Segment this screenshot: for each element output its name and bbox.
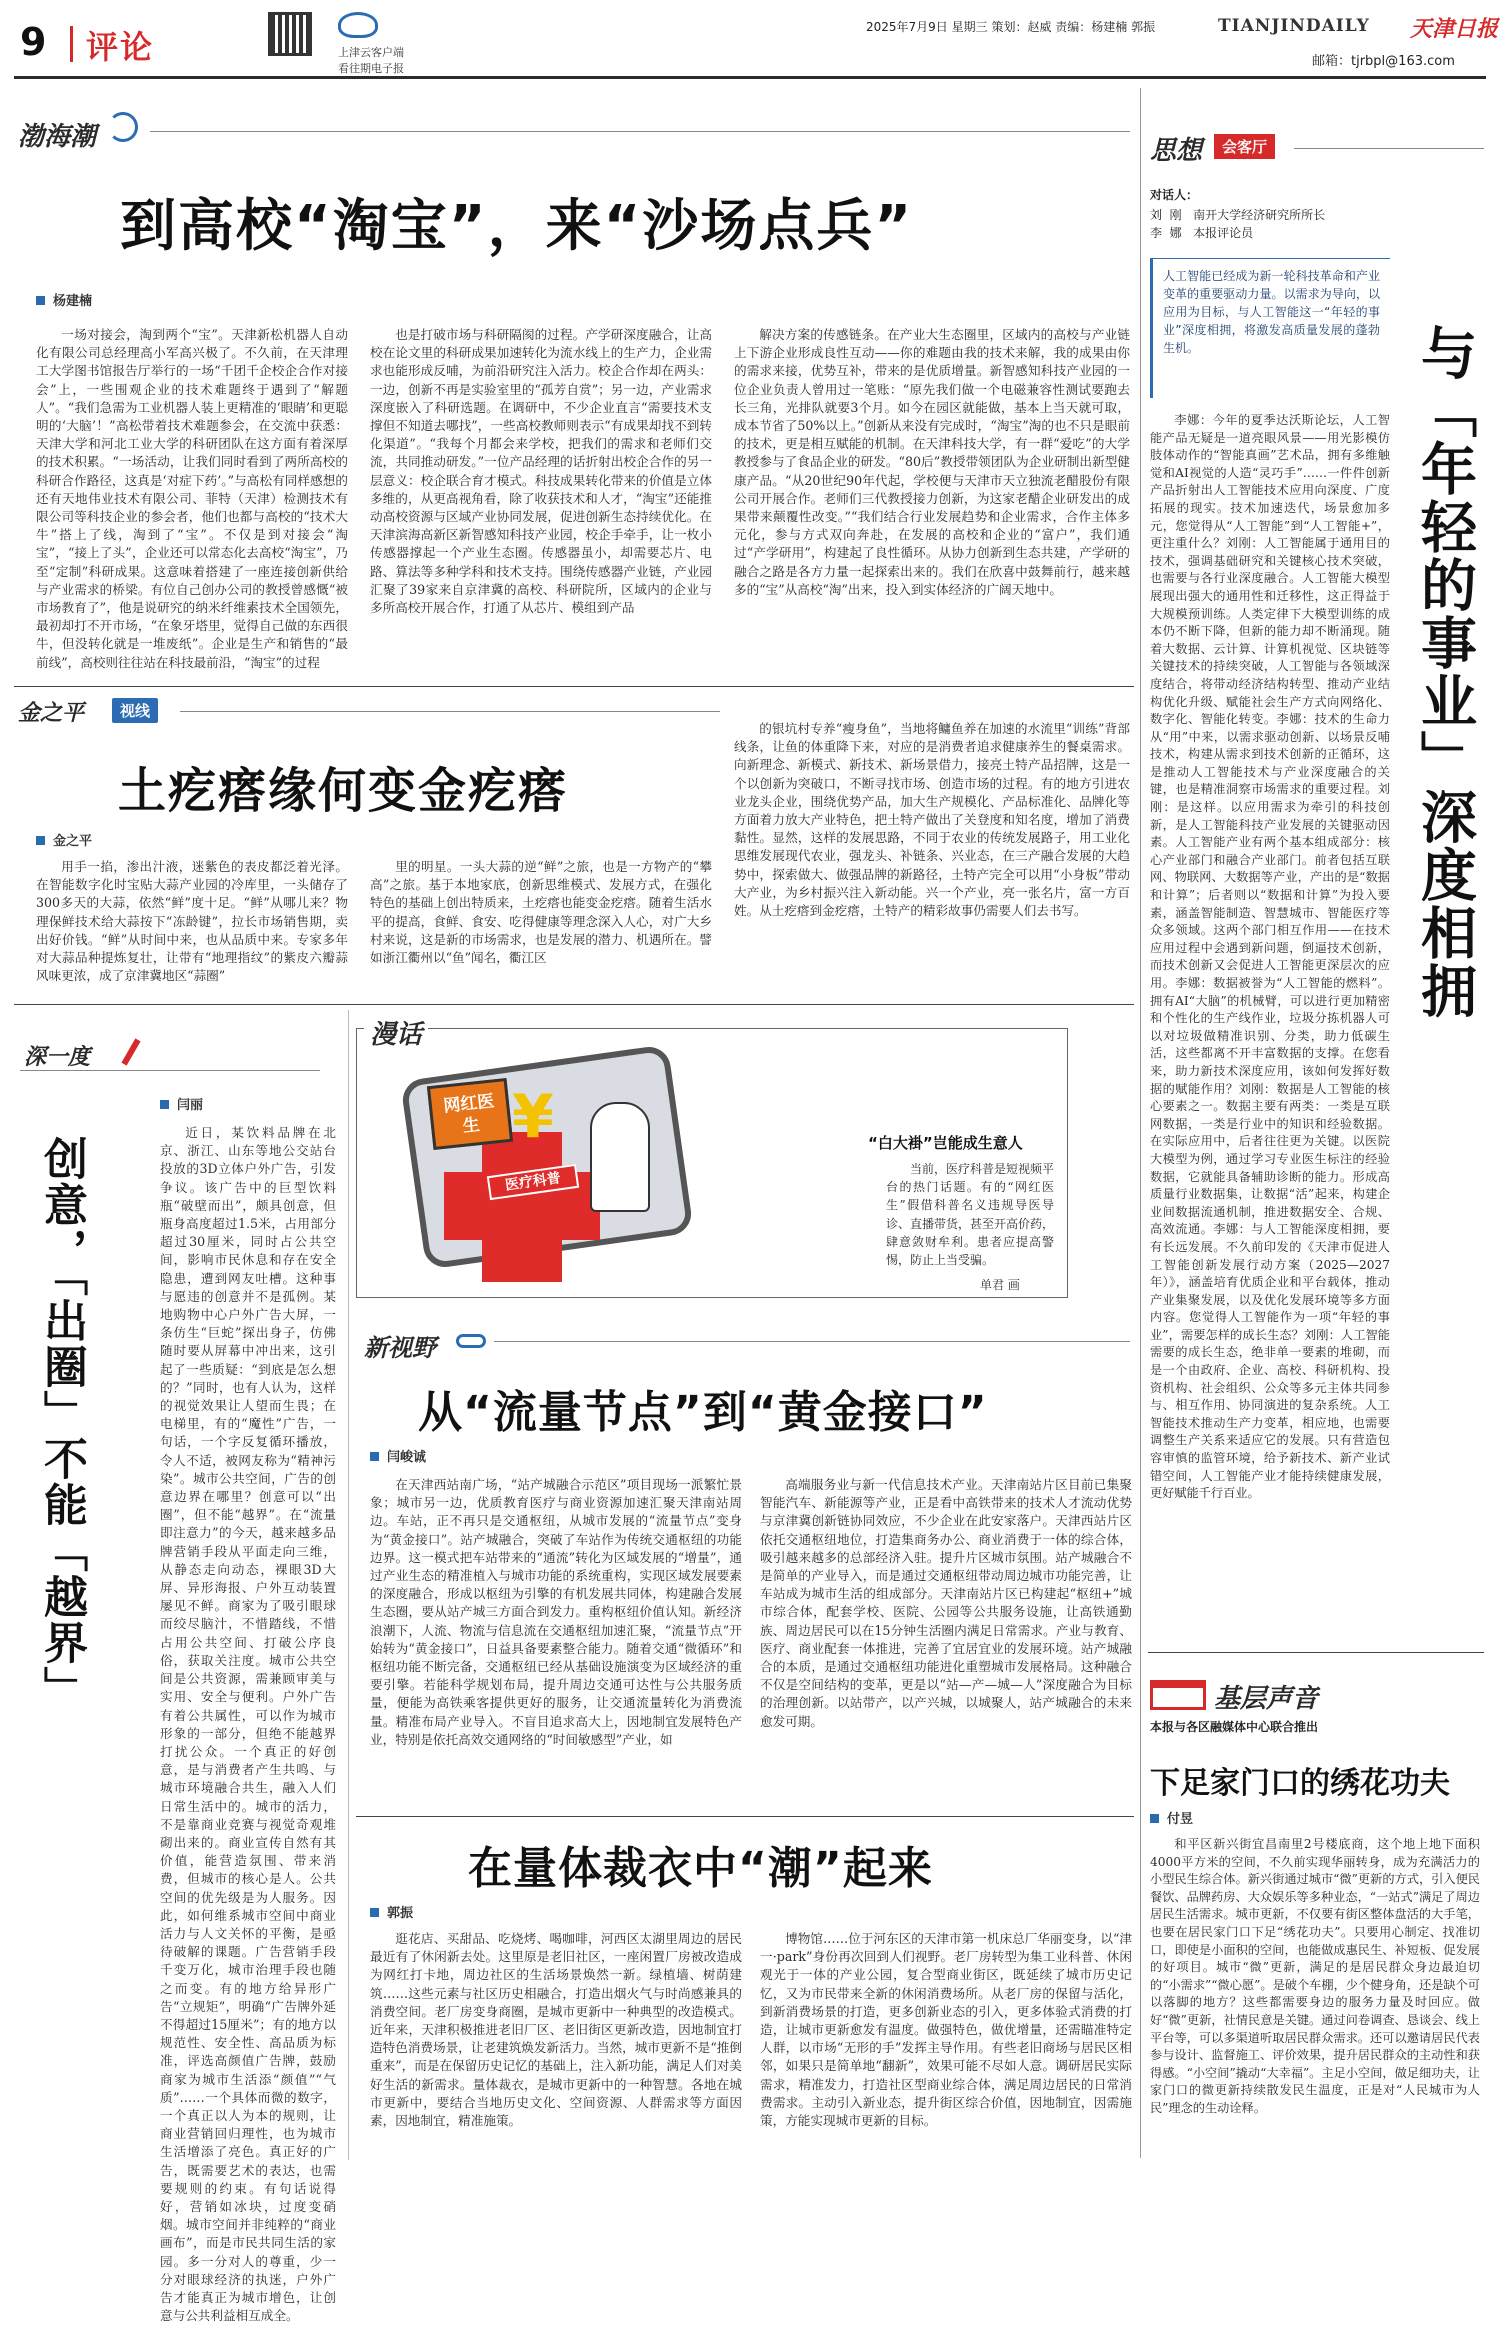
- sidebar-top-rule: [1294, 148, 1484, 149]
- article2-title: 土疙瘩缘何变金疙瘩: [118, 763, 569, 819]
- sign-text: 网红医生: [442, 1091, 496, 1137]
- jiceng-subtitle: 本报与各区融媒体中心联合推出: [1150, 1720, 1319, 1734]
- guest-2: 李 娜 本报评论员: [1150, 226, 1254, 240]
- masthead: [0, 0, 1500, 80]
- article2-col1: 用手一掐，渗出汁液，迷紫色的表皮都泛着光泽。在智能数字化时宝贴大蒜产业园的冷库里，一头储存了300多天的大蒜，依然“鲜”度十足。“鲜”从哪儿来？物理保鲜技术给大蒜按下“冻龄键”，拉长市场销售期，卖出好价钱。“鲜”从时间中来，也从品质中来。专家多年对大蒜品种提炼复壮，让带有“地理指纹”的紫皮六瓣蒜风味更浓，成了京津冀地区“蒜圈”: [36, 859, 348, 984]
- doctor-figure: [590, 1102, 650, 1212]
- section-title: 评论: [86, 28, 155, 66]
- pen-icon: [121, 1038, 140, 1065]
- article3-author: 闫丽: [160, 1094, 203, 1113]
- jiceng-body: 和平区新兴街宜昌南里2号楼底商，这个地上地下面积4000平方米的空间，不久前实现华丽转身，成为充满活力的小型民生综合体。新兴街通过城市“微”更新的方式，引入便民餐饮、品牌药房、大众娱乐等多种业态，“一站式”满足了周边居民生活需求。城市更新，不仅要有街区整体盘活的大手笔，也要在居民家门口下足“绣花功夫”。只要用心制定、找准切口，即使是小面积的空间，也能做成惠民生、补短板、促发展的好项目。城市“微”更新，满足的是居民群众身边最迫切的“小需求”“微心愿”。是破个车棚，少个健身角，还是缺个可以落脚的地方？这些都需要身边的服务力量及时回应。做好“微”更新，社情民意是关键。通过问卷调查、恳谈会、线上平台等，可以多渠道听取居民群众需求。还可以邀请居民代表参与设计、监督施工、评价效果，提升居民群众的主动性和获得感。“小空间”撬动“大幸福”。主足小空间，做足细功夫，让家门口的微更新持续散发民生温度，正是对“人民城市为人民”理念的生动诠释。: [1150, 1837, 1480, 2115]
- byline-marker-icon: [160, 1100, 169, 1109]
- article5-col1: 逛花店、买甜品、吃烧烤、喝咖啡，河西区太湖里周边的居民最近有了休闲新去处。这里原是老旧社区，一座闲置厂房被改造成为网红打卡地，周边社区的生活场景焕然一新。绿植墙、树荫建筑……这些元素与社区历史相融合，打造出烟火气与时尚感兼具的消费空间。老厂房变身商圈，是城市更新中一种典型的改造模式。近年来，天津积极推进老旧厂区、老旧街区更新改造，因地制宜打造特色消费场景，让老建筑焕发新活力。当然，城市更新不是“推倒重来”，而是在保留历史记忆的基础上，注入新功能，满足人们对美好生活的新需求。量体裁衣，是城市更新中的一种智慧。各地在城市更新中，要结合当地历史文化、空间资源、人群需求等方面因素，因地制宜，精准施策。: [370, 1931, 742, 2129]
- paper-name-en: TIANJINDAILY: [1218, 16, 1370, 36]
- tag-shixian: 视线: [112, 698, 158, 723]
- app-logo-icon: [338, 12, 378, 38]
- article1-col3: 解决方案的传感链条。在产业大生态圈里，区域内的高校与产业链上下游企业形成良性互动——你的难题由我的技术来解，我的成果由你的需求来接，优势互补，带来的是优质增量。新智感知科技产业园的一位企业负责人曾用过一笔账：“原先我们做一个电磁兼容性测试要跑去长三角，光排队就要3个月。如今在园区就能做，基本上当天就可取，成本节省了50%以上。”创新从来没有完成时，“淘宝”淘的也不只是眼前的技术，更是相互赋能的机制。在天津科技大学，有一群“爱吃”的大学教授参与了食品企业的研发。“80后”教授带领团队为企业研制出新型健康产品。“从20世纪90年代起，学校便与天津市天立独流老醋股份有限公司开展合作。老师们三代教授接力创新，为这家老醋企业研发出的成果带来颠覆性改变。”“我们结合行业发展趋势和企业需求，合作主体多元化，参与方式双向奔赴，在发展的高校和企业的“富户”，我们通过“产学研用”，构建起了良性循环。从协力创新到生态共建，产学研的融合之路是各方力量一起探索出来的。我们在欣喜中鼓舞前行，越来越多的“宝”从高校“淘”出来，投入到实体经济的广阔天地中。: [734, 327, 1130, 597]
- article1-col2: 也是打破市场与科研隔阂的过程。产学研深度融合，让高校在论文里的科研成果加速转化为流水线上的生产力，企业需求也能形成反哺，为前沿研究注入活力。校企合作却在两头：一边，创新不再是实验室里的“孤芳自赏”；另一边，产业需求深度嵌入了科研选题。在调研中，不少企业直言“需要技术支撑但不知道去哪找”，一些高校教师则表示“有成果却找不到转化渠道”。“我每个月都会来学校，把我们的需求和老师们交流，共同推动研发。”一位产品经理的话折射出校企合作的另一层意义：校企联合育才模式。科技成果转化带来的价值是立体多维的，从更高视角看，除了收获技术和人才，“淘宝”还能推动高校资源与区域产业协同发展，促进创新生态持续优化。在天津滨海高新区新智感知科技产业园，校企手牵手，让一枚小传感器撑起一个产业生态圈。传感器虽小，却需要芯片、电路、算法等多种学科和技术支持。围绕传感器产业链，产业园汇聚了39家来自京津冀的高校、科研院所，区域内的企业与多所高校开展合作，打通了从芯片、模组到产品: [370, 327, 712, 616]
- article1-author: 杨建楠: [36, 290, 92, 309]
- column-logo-jinzhiping: 金之平: [18, 700, 85, 726]
- article2-col3: 的银坑村专养“瘦身鱼”，当地将鳙鱼养在加速的水流里“训练”背部线条，让鱼的体重降下来，对应的是消费者追求健康养生的餐桌需求。向新理念、新模式、新技术、新场景借力，接亮土特产品招牌，这是一个以创新为突破口，不断寻找市场、创造市场的过程。有的地方引进农业龙头企业，围绕优势产品，加大生产规模化、产品标准化、品牌化等方面着力放大产业特色，把土特产做出了关登度和知名度，增加了消费黏性。显然，这样的发展思路，不同于农业的传统发展路子，用工业化思维发展现代农业，强龙头、补链条、兴业态，在三产融合发展的大趋势中，探索做大、做强品牌的新路径，土特产完全可以用“小身板”带动大产业，为乡村振兴注入新动能。兴一个产业，亮一张名片，富一方百姓。从土疙瘩到金疙瘩，土特产的精彩故事仍需要人们去书写。: [734, 721, 1130, 919]
- column-logo-sixiang: 思想: [1150, 136, 1203, 166]
- date-line: 2025年7月9日 星期三 策划：赵威 责编：杨建楠 郭振: [866, 20, 1156, 34]
- qr-code-icon: [268, 12, 312, 56]
- paper-name-cn: 天津日报: [1410, 16, 1499, 42]
- byline-marker-icon: [36, 296, 45, 305]
- article3-vertical-title: 创意，「出圈」不能「越界」: [36, 1136, 87, 1712]
- app-line-1: 上津云客户端: [338, 46, 404, 59]
- jiceng-author: 付昱: [1150, 1808, 1193, 1827]
- tag-huiketing: 会客厅: [1214, 134, 1275, 159]
- article5-col2: 博物馆……位于河东区的天津市第一机床总厂华丽变身，以“津一·park”身份再次回到人们视野。老厂房转型为集工业科普、休闲观光于一体的产业公园，复合型商业街区，既延续了城市历史记忆，又为市民带来全新的休闲消费场所。从老厂房的保留与活化，到新消费场景的打造，更多创新业态的引入，更多体验式消费的打造，让城市更新愈发有温度。做强特色，做优增量，还需瞄准特定人群，以市场“无形的手”发挥主导作用。有些老旧商场与居民区相邻，如果只是简单地“翻新”，效果可能不尽如人意。调研居民实际需求，精准发力，打造社区型商业综合体，满足周边居民的日常消费需求。主动引入新业态，提升街区综合价值，因地制宜，因需施策，方能实现城市更新的目标。: [760, 1931, 1132, 2129]
- binoculars-icon: [456, 1334, 486, 1348]
- article4-col1: 在天津西站南广场，“站产城融合示范区”项目现场一派繁忙景象；城市另一边，优质教育医疗与商业资源加速汇聚天津南站周边。车站，正不再只是交通枢纽，从城市发展的“流量节点”变身为“黄金接口”。站产城融合，突破了车站作为传统交通枢纽的功能边界。这一模式把车站带来的“通流”转化为区域发展的“增量”，通过产业生态的精准植入与城市功能的系统重构，实现区域发展要素的深度融合，形成以枢纽为引擎的有机发展共同体，构建融合发展生态圈，要从站产城三方面合到发力。重构枢纽价值认知。新经济浪潮下，人流、物流与信息流在交通枢纽加速汇聚，“流量节点”开始转为“黄金接口”，日益具备要素整合能力。随着交通“微循环”和枢纽功能不断完备，交通枢纽已经从基础设施演变为区域经济的重要引擎。若能科学规划布局，提升周边交通可达性与公共服务质量，便能为高铁乘客提供更好的服务，让交通流量转化为消费流量。精准布局产业导入。不盲目追求高大上，因地制宜发展特色产业，特别是依托高效交通网络的“时间敏感型”产业，如: [370, 1477, 742, 1747]
- summary-box: [1150, 258, 1390, 398]
- cartoon-caption: 当前，医疗科普是短视频平台的热门话题。有的“网红医生”假借科普名义违规导医导诊、直播带货，甚至开高价药，肆意敛财牟利。患者应提高警惕，防止上当受骗。: [886, 1162, 1055, 1268]
- cartoon-illustration: [372, 1062, 692, 1286]
- jiceng-title: 下足家门口的绣花功夫: [1150, 1766, 1450, 1801]
- byline-marker-icon: [1150, 1814, 1159, 1823]
- article5-title: 在量体裁衣中“潮”起来: [468, 1843, 933, 1894]
- article4-col2: 高端服务业与新一代信息技术产业。天津南站片区目前已集聚智能汽车、新能源等产业，正是看中高铁带来的技术人才流动优势与京津冀创新链协同效应，不少企业在此安家落户。天津西站片区依托交通枢纽地位，打造集商务办公、商业消费于一体的综合体，吸引越来越多的总部经济入驻。提升片区城市氛围。站产城融合不是简单的产业导入，而是通过交通枢纽带动周边城市功能完善，让车站成为城市生活的组成部分。天津南站片区已构建起“枢纽+”城市综合体，配套学校、医院、公园等公共服务设施，让高铁通勤族、周边居民可以在15分钟生活圈内满足日常需求。产业与教育、医疗、商业配套一体推进，完善了宜居宜业的发展环境。站产城融合的本质，是通过交通枢纽功能进化重塑城市发展格局。这种融合不仅是空间结构的变革，更是以“站—产—城—人”深度融合为目标的治理创新。以站带产，以产兴城，以城聚人，站产城融合的未来愈发可期。: [760, 1477, 1132, 1729]
- article3-body: 近日，某饮料品牌在北京、浙江、山东等地公交站台投放的3D立体户外广告，引发争议。该广告中的巨型饮料瓶“破壁而出”，颇具创意，但瓶身高度超过1.5米，占用部分超过30厘米，同时占公共空间，影响市民休息和存在安全隐患，遭到网友吐槽。这种事与愿违的创意并不是孤例。某地购物中心户外广告大屏，一条仿生“巨蛇”探出身子，仿佛随时要从屏幕中冲出来，这引起了一些质疑：“到底是怎么想的？”同时，也有人认为，这样的视觉效果让人望而生畏；在电梯里，有的“魔性”广告，一句话，一个字反复循环播放，令人不适，被网友称为“精神污染”。城市公共空间，广告的创意边界在哪里？创意可以“出圈”，但不能“越界”。在“流量即注意力”的今天，越来越多品牌营销手段从平面走向三维，从静态走向动态，裸眼3D大屏、异形海报、户外互动装置屡见不鲜。商家为了吸引眼球而绞尽脑汁，不惜踏线，不惜占用公共空间、打破公序良俗，获取关注度。城市公共空间是公共资源，需兼顾审美与实用、安全与便利。户外广告有着公共属性，可以作为城市形象的一部分，但绝不能越界打扰公众。一个真正的好创意，是与消费者产生共鸣、与城市环境融合共生，融入人们日常生活中的。城市的活力，不是靠商业竞赛与视觉奇观堆砌出来的。商业宣传自然有其价值，能营造氛围、带来消费，但城市的核心是人。公共空间的优先级是为人服务。因此，如何维系城市空间中商业活力与人文关怀的平衡，是亟待破解的课题。广告营销手段千变万化，城市治理手段也随之而变。有的地方给异形广告“立规矩”，明确“广告牌外延不得超过15厘米”；有的地方以规范性、安全性、高品质为标准，评选高颜值广告牌，鼓励商家为城市生活添“颜值”“气质”……一个具体而微的数字，一个真正以人为本的规则，让商业营销回归理性，也为城市生活增添了亮色。真正好的广告，既需要艺术的表达，也需要规则的约束。有句话说得好，营销如冰块，过度变硝烟。城市空间并非纯粹的“商业画布”，而是市民共同生活的家园。多一分对人的尊重，少一分对眼球经济的执迷，户外广告才能真正为城市增色，让创意与公共利益相互成全。: [160, 1125, 336, 2324]
- wave-icon: [108, 112, 138, 142]
- building-icon: [1150, 1680, 1206, 1710]
- column-logo-jicengshengyin: 基层声音: [1214, 1684, 1319, 1714]
- article3-top-rule: [20, 1070, 320, 1071]
- sign-board: [427, 1078, 513, 1150]
- masthead-rule: [14, 76, 1486, 79]
- column-logo-bohaichao: 渤海潮: [18, 122, 97, 152]
- summary-text: 人工智能已经成为新一轮科技革命和产业变革的重要驱动力量。以需求为导向，以应用为目标，与人工智能这一“年轻的事业”深度相拥，将激发高质量发展的蓬勃生机。: [1163, 269, 1380, 355]
- article4-top-rule: [494, 1341, 1130, 1342]
- guest-1: 刘 刚 南开大学经济研究所所长: [1150, 208, 1326, 222]
- cartoon-artist: 单君 画: [980, 1278, 1020, 1292]
- column-logo-xinshiye: 新视野: [364, 1333, 436, 1362]
- sidebar-bottom-rule: [1148, 1652, 1484, 1653]
- red-divider: [70, 26, 73, 62]
- article1-title: 到高校“淘宝”，来“沙场点兵”: [120, 194, 914, 259]
- article2-bottom-rule: [14, 1004, 1134, 1005]
- byline-marker-icon: [370, 1908, 379, 1917]
- article4-title: 从“流量节点”到“黄金接口”: [418, 1387, 988, 1438]
- column-logo-manhua: 漫话: [364, 1014, 428, 1051]
- article2-author: 金之平: [36, 830, 92, 849]
- article3-divider: [348, 1010, 349, 2160]
- article2-top-rule: [180, 711, 720, 712]
- article2-col2: 里的明星。一头大蒜的逆“鲜”之旅，也是一方物产的“攀高”之旅。基于本地家底，创新思维模式、发展方式，在强化特色的基础上创出特质来，土疙瘩也能变金疙瘩。随着生活水平的提高，食鲜、食安、吃得健康等理念深入人心，对广大乡村来说，这是新的市场需求，也是发展的潜力、机遇所在。譬如浙江衢州以“鱼”闻名，衢江区: [370, 859, 712, 966]
- column-logo-shenyidu: 深一度: [24, 1044, 91, 1070]
- page-number: 9: [20, 20, 47, 64]
- guests-label: 对话人：: [1150, 188, 1199, 202]
- main-sidebar-divider: [1140, 88, 1141, 2158]
- article1-bottom-rule: [14, 686, 1134, 687]
- sidebar-vertical-title: 与「年轻的事业」深度相拥: [1412, 324, 1477, 1020]
- article4-bottom-rule: [356, 1816, 1134, 1817]
- app-line-2: 看往期电子报: [338, 62, 404, 75]
- byline-marker-icon: [36, 836, 45, 845]
- article1-col1: 一场对接会，淘到两个“宝”。天津新松机器人自动化有限公司总经理高小军高兴极了。不久前，在天津理工大学图书馆报告厅举行的一场“千团千企校企合作对接会”上，一些围观企业的技术难题终于遇到了“解题人”。“我们急需为工业机器人装上更精准的‘眼睛’和更聪明的‘大脑’！”高松带着技术难题参会，在交流中获悉：天津大学和河北工业大学的科研团队在这方面有着深厚的技术积累。“一场活动，让我们同时看到了两所高校的科研合作路径，这真是‘对症下药’。”与高松有同样感想的还有天地伟业技术有限公司、菲特（天津）检测技术有限公司等科技企业的参会者，他们也都与高校的“技术大牛”搭上了线，淘到了“宝”。不仅是到对接会“淘宝”，“接上了头”，企业还可以常态化去高校“淘宝”，乃至“定制”科研成果。这意味着搭建了一座连接创新供给与产业需求的桥梁。有位自己创办公司的教授曾感慨“被市场教育了”，他是说研究的纳米纤维素技术全国领先，最初却打不开市场，“在象牙塔里，觉得自己做的东西很牛，但没转化就是一堆废纸”。企业是生产和销售的“最前线”，高校则往往站在科技最前沿，“淘宝”的过程: [36, 327, 348, 670]
- article5-author: 郭振: [370, 1902, 413, 1921]
- sidebar-body: 李娜：今年的夏季达沃斯论坛，人工智能产品无疑是一道亮眼风景——用光影模仿肢体动作的“智能真画”艺术品，拥有多维触觉和AI视觉的人造“灵巧手”……一件件创新产品折射出人工智能技术应用向深度、广度拓展的现实。技术加速迭代，场景愈加多元，您觉得从“人工智能”到“人工智能+”，更注重什么？刘刚：人工智能属于通用目的技术，强调基础研究和关键核心技术突破，也需要与各行业深度融合。人工智能大模型展现出强大的通用性和迁移性，这正得益于大规模预训练。人类定律下大模型训练的成本仍不断下降，但新的能力却不断涌现。随着大数据、云计算、计算机视觉、区块链等关键技术的持续突破，人工智能与各领域深度结合，将带动经济结构转型、推动产业结构优化升级、赋能社会生产方式向网络化、数字化、智能化转变。李娜：技术的生命力从“用”中来，以需求驱动创新、以场景反哺技术，构建从需求到技术创新的正循环，这是推动人工智能技术与产业深度融合的关键，也是精准洞察市场需求的重要过程。刘刚：是这样。以应用需求为牵引的科技创新，是人工智能科技产业发展的关键驱动因素。人工智能产业有两个基本组成部分：核心产业部门和融合产业部门。前者包括互联网、物联网、大数据等产业，产出的是“数据和计算”；后者则以“数据和计算”为投入要素，涵盖智能制造、智慧城市、智能医疗等众多领域。这两个部门相互作用——在技术应用过程中会遇到新问题，倒逼技术创新，而技术创新又会促进人工智能更深层次的应用。李娜：数据被誉为“人工智能的燃料”。拥有AI“大脑”的机械臂，可以进行更加精密和个性化的生产线作业，垃圾分拣机器人可以对垃圾做精准识别、分类，助力低碳生活，这些都离不开丰富数据的支撑。在您看来，助力新技术深度应用，该如何发挥好数据的赋能作用？刘刚：数据是人工智能的核心要素之一。数据主要有两类：一类是互联网数据，一类是行业中的知识和经验数据。在实际应用中，后者往往更为关键。以医院大模型为例，通过学习专业医生标注的经验数据，它就能具备辅助诊断的能力。形成高质量行业数据集，让数据“活”起来，构建企业间数据流通机制，推进数据安全、合规、高效流通。李娜：与人工智能深度相拥，要有长远发展。不久前印发的《天津市促进人工智能创新发展行动方案（2025—2027年）》，涵盖培育优质企业和平台载体，推动产业集聚发展，以及优化发展环境等多方面内容。您觉得人工智能作为一项“年轻的事业”，需要怎样的成长生态？刘刚：人工智能需要的成长生态，绝非单一要素的堆砌，而是一个由政府、企业、高校、科研机构、投资机构、社会组织、公众等多元主体共同参与、相互作用、协同演进的复杂系统。人工智能技术推动生产力变革，相应地，也需要调整生产关系来适应它的发展。只有营造包容审慎的监管环境，给予新技术、新产业试错空间，人工智能产业才能持续健康发展，更好赋能千行百业。: [1150, 413, 1390, 1501]
- email-line: 邮箱：tjrbpl@163.com: [1312, 54, 1455, 69]
- byline-marker-icon: [370, 1452, 379, 1461]
- article4-author: 闫峻诚: [370, 1446, 426, 1465]
- box-text: 医疗科普: [504, 1170, 562, 1194]
- article1-top-rule: [150, 131, 1130, 132]
- yen-symbol-icon: ¥: [512, 1082, 554, 1152]
- cartoon-panel-title: “白大褂”岂能成生意人: [868, 1134, 1023, 1152]
